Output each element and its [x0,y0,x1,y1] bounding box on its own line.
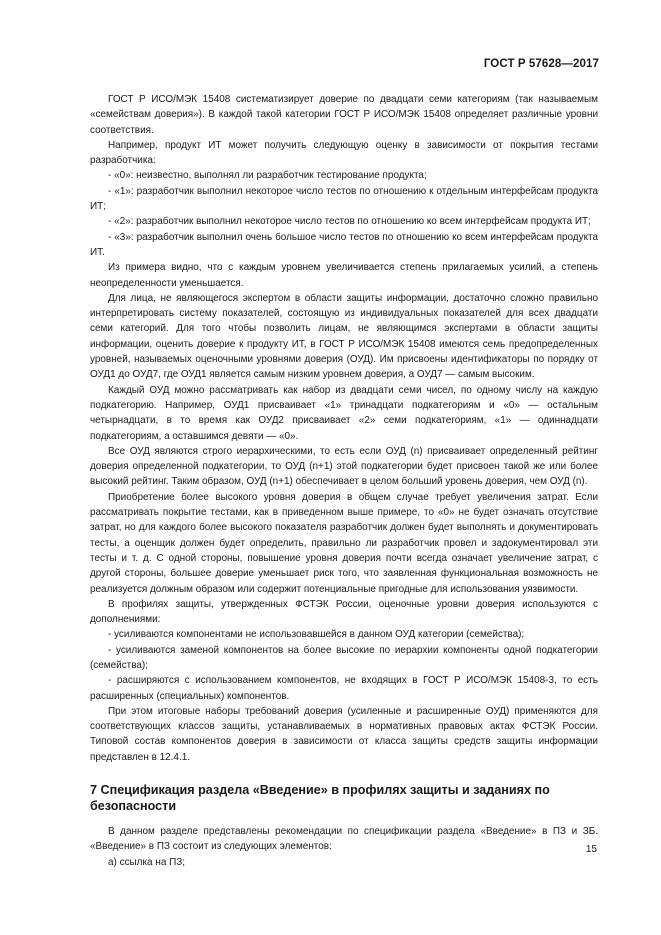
paragraph: В профилях защиты, утвержденных ФСТЭК России, оценочные уровни доверия используются с дополнениями: [90,598,598,626]
page-number: 15 [585,844,597,855]
paragraph: При этом итоговые наборы требований доверия (усиленные и расширенные ОУД) применяются для соответствующих классов защиты, устанавливаемых в нормативных правовых актах ФСТЭК России. Типовой состав компонентов доверия в зависимости от класса защиты средств защиты информации представлен в 12.4.1. [90,705,598,763]
paragraph: Из примера видно, что с каждым уровнем увеличивается степень прилагаемых усилий, а степень неопределенности уменьшается. [90,262,598,289]
paragraph: Например, продукт ИТ может получить следующую оценку в зависимости от покрытия тестами разработчика: [90,139,598,167]
paragraph: Все ОУД являются строго иерархическими, то есть если ОУД (n) присваивает определенный рейтинг доверия определенной подкатегории, то ОУД (n+1) этой подкатегории будет присвоен такой же или более высокий рейтинг. Таким образом, ОУД (n+1) обеспечивает в целом больший уровень доверия, чем ОУД (n). [90,445,598,488]
list-item: - расширяются с использованием компонентов, не входящих в ГОСТ Р ИСО/МЭК 15408-3, то есть расширенных (специальных) компонентов. [90,675,598,702]
body-text [90,92,598,870]
list-item: а) ссылка на ПЗ; [108,856,186,868]
list-item: - «2»: разработчик выполнил некоторое число тестов по отношению ко всем интерфейсам продукта ИТ; [108,216,591,228]
list-item: - «1»: разработчик выполнил некоторое число тестов по отношению к отдельным интерфейсам продукта ИТ; [90,185,598,213]
list-item: - усиливаются компонентами не использовавшейся в данном ОУД категории (семейства); [108,629,525,641]
paragraph: Приобретение более высокого уровня доверия в общем случае требует увеличения затрат. Если рассматривать покрытие тестами, как в приведенном выше примере, то «0» не будет означать отсутствие затрат, но для каждого более высокого показателя разработчик должен будет выполнять и документировать тесты, а оценщик должен будет определить, правильно ли разработчик провел и задокументировал эти тесты и т. д. С одной стороны, повышение уровня доверия почти всегда означает увеличение затрат, с другой стороны, большее доверие уменьшает риск того, что заявленная функциональная возможность не реализуется должным образом или содержит потенциальные пригодные для использования уязвимости. [90,491,598,595]
paragraph: В данном разделе представлены рекомендации по спецификации раздела «Введение» в ПЗ и ЗБ. «Введение» в ПЗ состоит из следующих элементов: [90,826,598,853]
paragraph: Каждый ОУД можно рассматривать как набор из двадцати семи чисел, по одному числу на каждую подкатегорию. Например, ОУД1 присваивает «1» тринадцати подкатегориям и «0» — остальным четырнадцати, в то время как ОУД2 присваивает «2» семи подкатегориям, «1» — одиннадцати подкатегориям, а оставшимся девяти — «0». [90,384,598,442]
paragraph: Для лица, не являющегося экспертом в области защиты информации, достаточно сложно правильно интерпретировать систему показателей, состоящую из индивидуальных показателей для всех двадцати семи категорий. Для того чтобы позволить лицам, не являющимся экспертами в области защиты информации, оценить доверие к продукту ИТ, в ГОСТ Р ИСО/МЭК 15408 имеются семь предопределенных уровней, называемых оценочными уровнями доверия (ОУД). Им присвоены идентификаторы по порядку от ОУД1 до ОУД7, где ОУД1 является самым низким уровнем доверия, а ОУД7 — самым высоким. [90,292,598,381]
paragraph: ГОСТ Р ИСО/МЭК 15408 систематизирует доверие по двадцати семи категориям (так называемым «семействам доверия»). В каждой такой категории ГОСТ Р ИСО/МЭК 15408 определяет различные уровни соответствия. [90,94,598,136]
section-title: 7 Спецификация раздела «Введение» в профилях защиты и заданиях по безопасности [90,783,550,813]
list-item: - «0»: неизвестно, выполнял ли разработчик тестирование продукта; [108,170,427,182]
standard-header: ГОСТ Р 57628—2017 [483,58,599,70]
list-item: - усиливаются заменой компонентов на более высокие по иерархии компоненты одной подкатегории (семейства); [90,644,598,671]
list-item: - «3»: разработчик выполнил очень большое число тестов по отношению ко всем интерфейсам продукта ИТ. [90,231,598,258]
